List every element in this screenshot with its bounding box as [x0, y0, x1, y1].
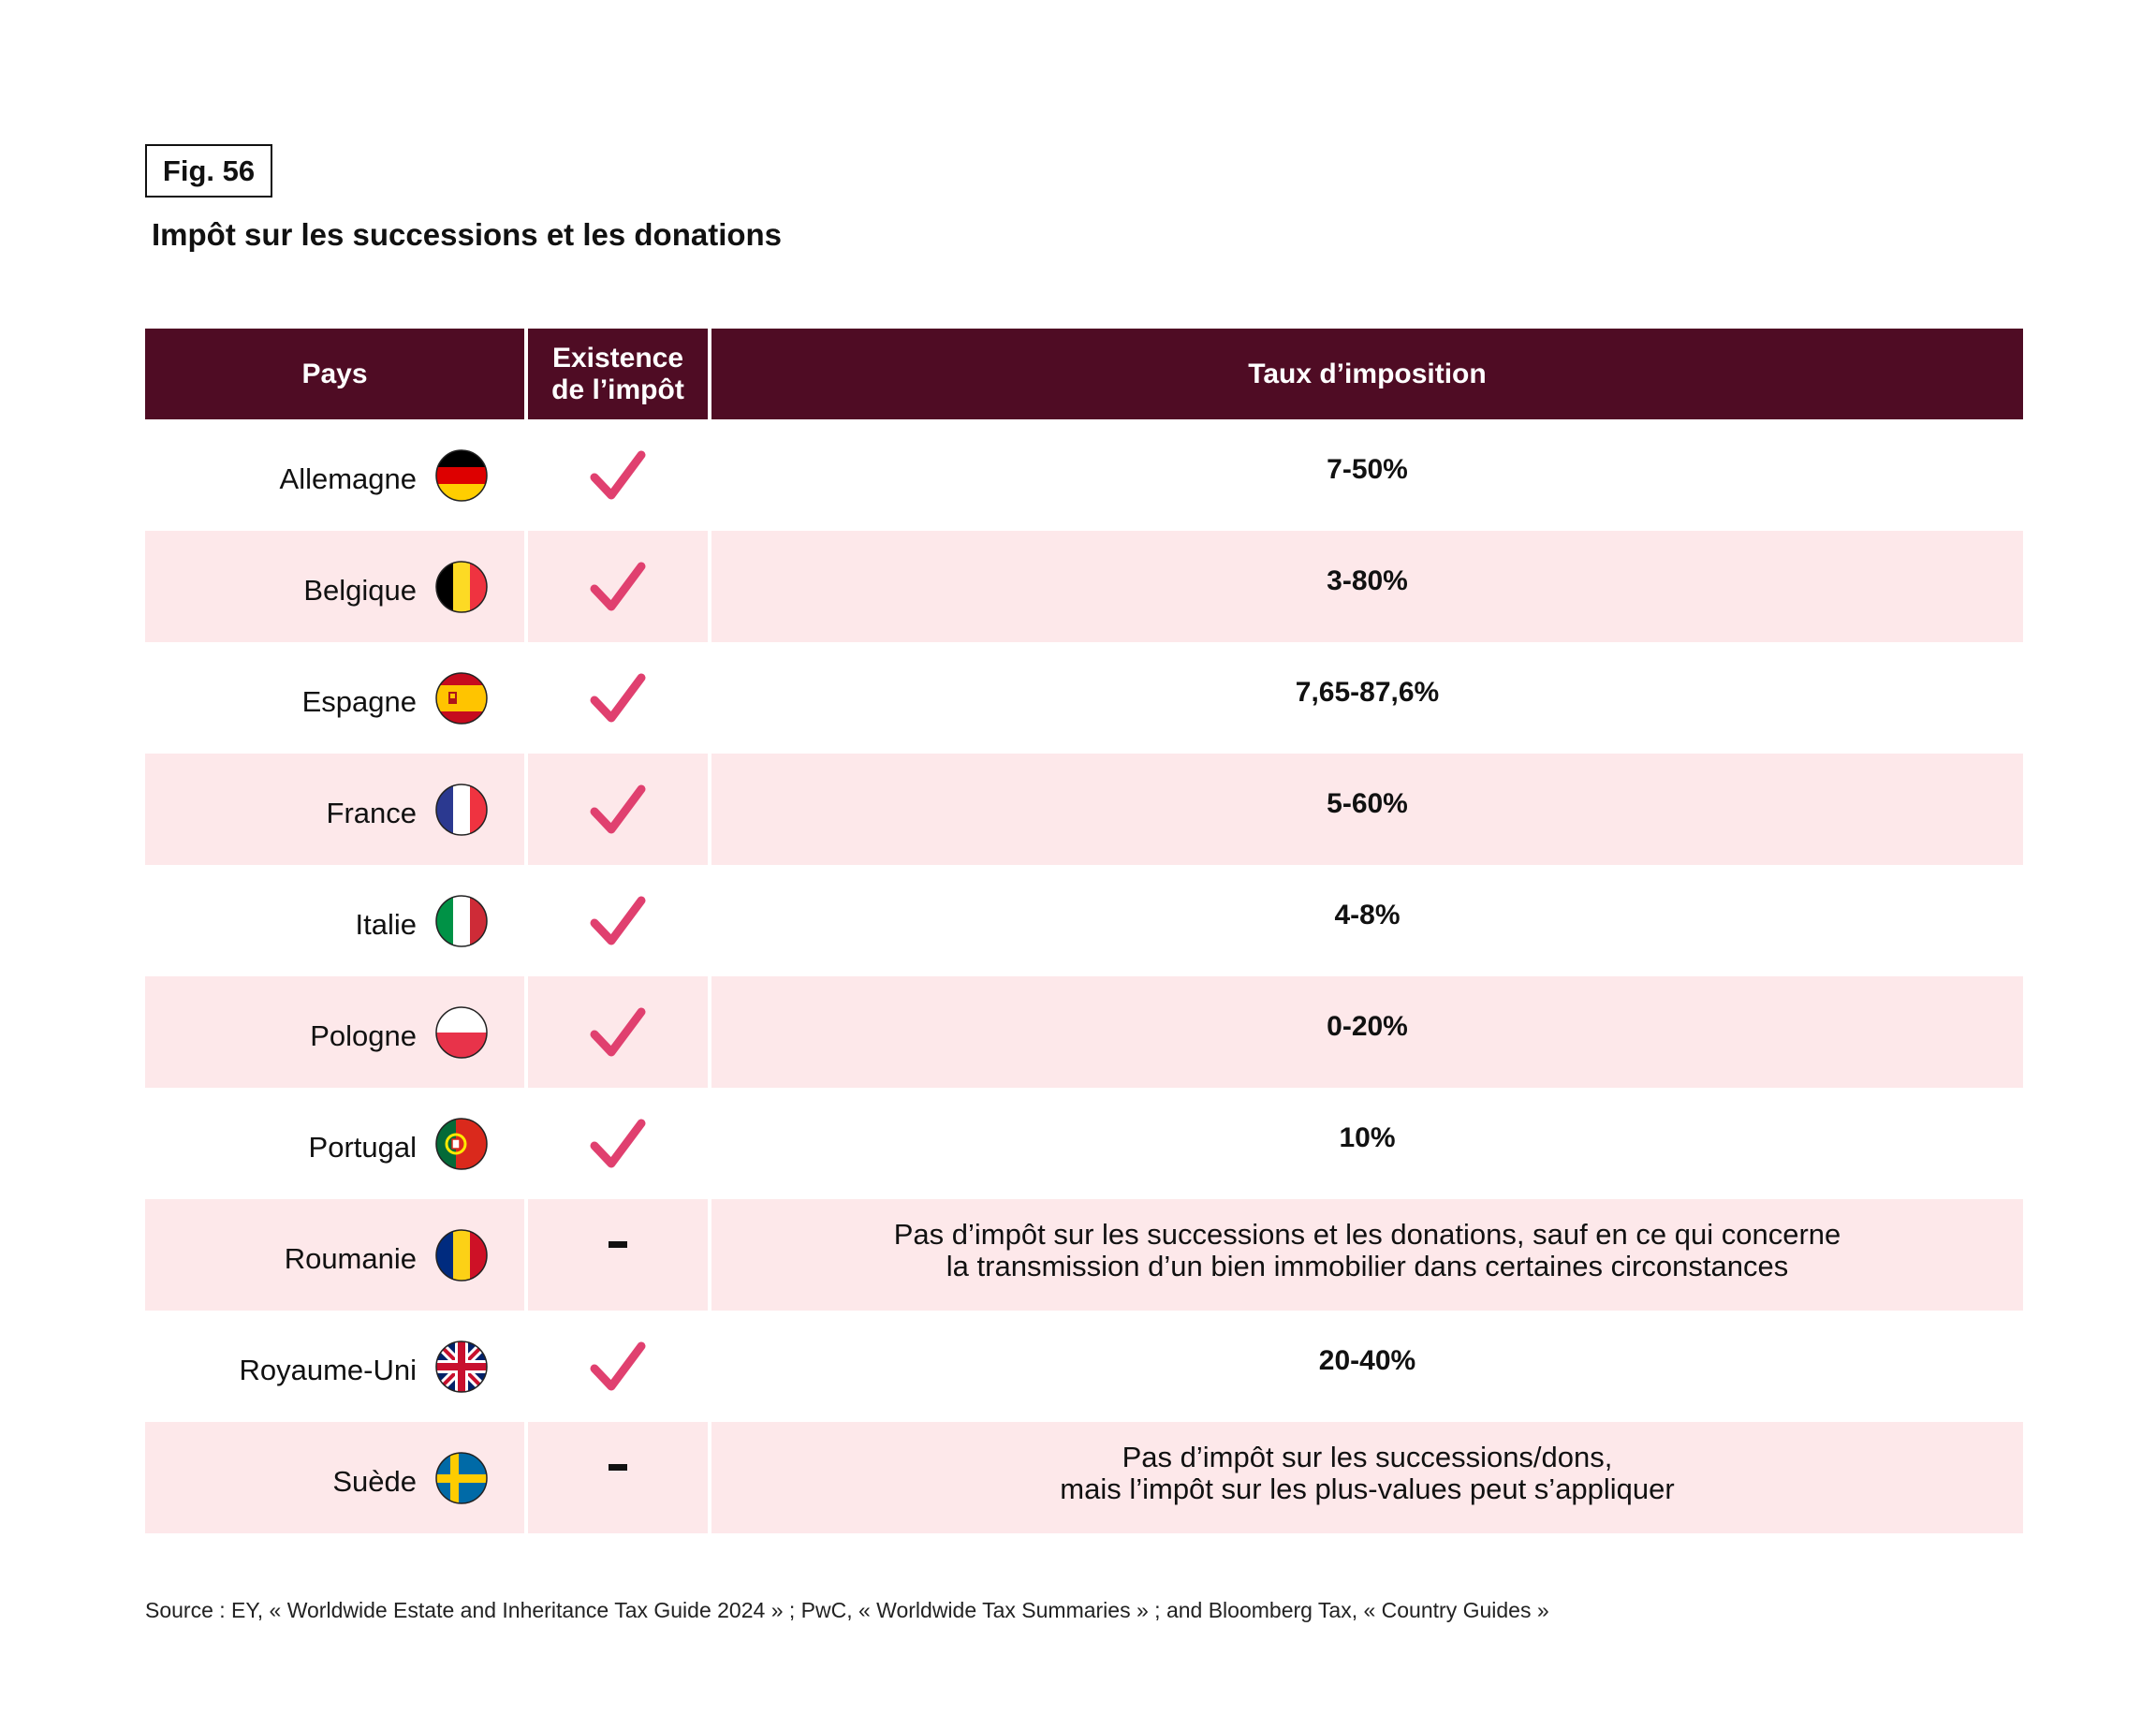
country-name: Pologne [310, 1018, 417, 1052]
check-icon [589, 561, 647, 613]
tax-rate: 5-60% [1327, 787, 1408, 819]
country-cell [145, 1199, 524, 1311]
country-cell [145, 1311, 524, 1422]
rate-cell [711, 754, 2023, 865]
country-cell [145, 642, 524, 754]
dash-icon [609, 1464, 627, 1471]
header-rate: Taux d’imposition [1248, 358, 1487, 389]
rate-cell [711, 1422, 2023, 1533]
tax-rate: 3-80% [1327, 564, 1408, 596]
check-icon [589, 895, 647, 947]
country-cell [145, 419, 524, 531]
table-body [145, 419, 2023, 1533]
header-exists: Existence de l’impôt [551, 342, 684, 405]
table-row [145, 976, 2023, 1088]
exists-cell [528, 642, 708, 754]
check-icon [589, 449, 647, 502]
country-name: Roumanie [284, 1241, 417, 1275]
table-row [145, 1199, 2023, 1311]
table-row [145, 1088, 2023, 1199]
table-row [145, 865, 2023, 976]
germany-flag-icon [435, 449, 488, 502]
table-header [145, 329, 2023, 419]
rate-cell [711, 1199, 2023, 1311]
figure-label: Fig. 56 [145, 144, 272, 198]
tax-table [145, 329, 2023, 1533]
exists-cell [528, 1422, 708, 1533]
spain-flag-icon [435, 672, 488, 725]
exists-cell [528, 419, 708, 531]
check-icon [589, 672, 647, 725]
country-name: Allemagne [279, 461, 417, 495]
country-name: Portugal [308, 1130, 417, 1164]
country-cell [145, 754, 524, 865]
page-title: Impôt sur les successions et les donations [152, 217, 783, 252]
country-cell [145, 1422, 524, 1533]
country-cell [145, 531, 524, 642]
country-name: Italie [355, 907, 417, 941]
exists-cell [528, 1311, 708, 1422]
rate-cell [711, 1088, 2023, 1199]
table-row [145, 754, 2023, 865]
rate-cell [711, 1311, 2023, 1422]
tax-rate: 0-20% [1327, 1010, 1408, 1042]
rate-cell [711, 531, 2023, 642]
table-row [145, 1311, 2023, 1422]
check-icon [589, 1118, 647, 1170]
rate-cell [711, 865, 2023, 976]
country-name: Royaume-Uni [239, 1353, 417, 1386]
belgium-flag-icon [435, 561, 488, 613]
check-icon [589, 1340, 647, 1393]
exists-cell [528, 1199, 708, 1311]
portugal-flag-icon [435, 1118, 488, 1170]
exists-cell [528, 865, 708, 976]
tax-rate: 20-40% [1318, 1344, 1416, 1376]
country-name: Belgique [303, 573, 417, 607]
france-flag-icon [435, 784, 488, 836]
country-cell [145, 865, 524, 976]
country-name: Suède [332, 1464, 417, 1498]
country-cell [145, 976, 524, 1088]
exists-cell [528, 754, 708, 865]
poland-flag-icon [435, 1006, 488, 1059]
table-row [145, 642, 2023, 754]
dash-icon [609, 1241, 627, 1248]
romania-flag-icon [435, 1229, 488, 1282]
table-row [145, 1422, 2023, 1533]
tax-rate: 7-50% [1327, 453, 1408, 485]
exists-cell [528, 1088, 708, 1199]
tax-note: Pas d’impôt sur les successions et les donations, sauf en ce qui concerne la transmission d’un bien immobilier dans certaines circonstances [893, 1217, 1841, 1282]
rate-cell [711, 642, 2023, 754]
italy-flag-icon [435, 895, 488, 947]
rate-cell [711, 976, 2023, 1088]
country-name: France [326, 796, 417, 829]
exists-cell [528, 976, 708, 1088]
check-icon [589, 1006, 647, 1059]
country-name: Espagne [301, 684, 417, 718]
tax-rate: 4-8% [1334, 899, 1401, 930]
check-icon [589, 784, 647, 836]
tax-rate: 7,65-87,6% [1295, 676, 1440, 708]
table-row [145, 419, 2023, 531]
rate-cell [711, 419, 2023, 531]
country-cell [145, 1088, 524, 1199]
tax-note: Pas d’impôt sur les successions/dons, mais l’impôt sur les plus-values peut s’appliquer [1060, 1440, 1675, 1505]
tax-rate: 10% [1339, 1121, 1396, 1153]
header-country: Pays [301, 358, 368, 389]
table-row [145, 531, 2023, 642]
uk-flag-icon [435, 1340, 488, 1393]
source-note: Source : EY, « Worldwide Estate and Inheritance Tax Guide 2024 » ; PwC, « Worldwide Tax Summaries » ; and Bloomberg Tax, « Country Guides » [145, 1598, 1549, 1622]
sweden-flag-icon [435, 1452, 488, 1504]
exists-cell [528, 531, 708, 642]
